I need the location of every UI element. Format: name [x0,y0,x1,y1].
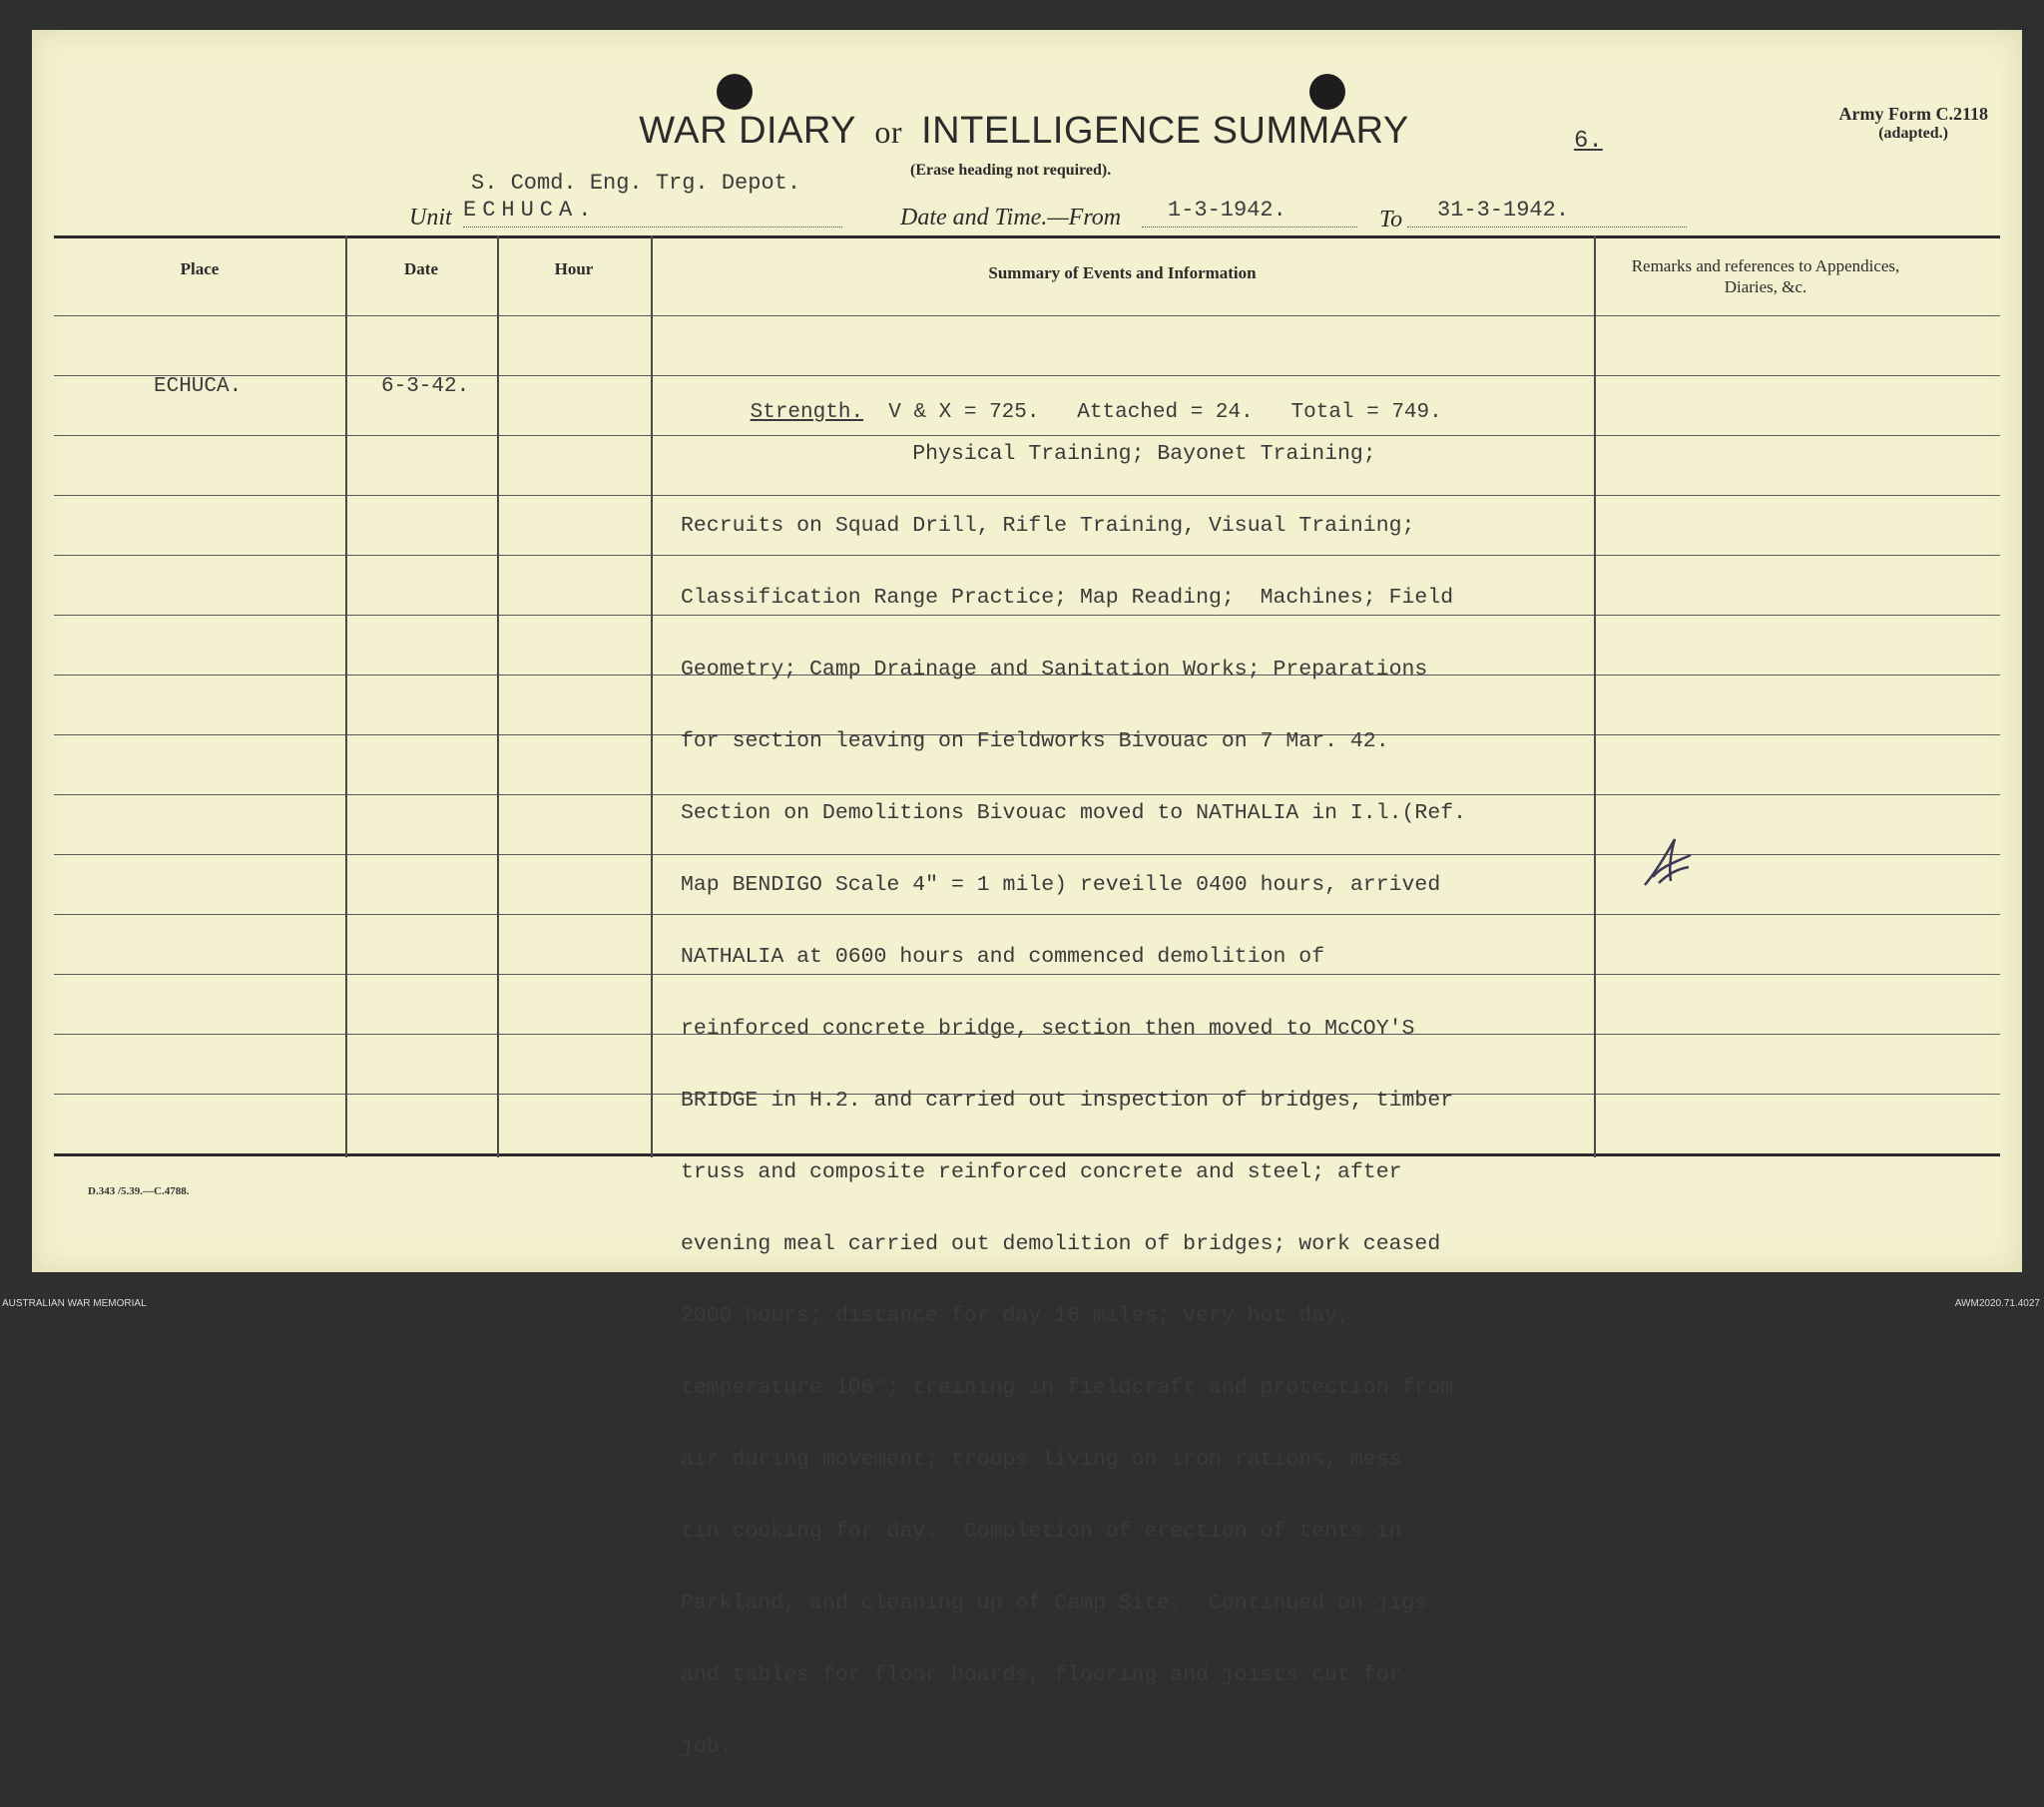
column-header-date: Date [404,259,438,278]
events-line: Geometry; Camp Drainage and Sanitation Works; Preparations [681,658,1428,681]
events-line: Parkland, and cleaning up of Camp Site. Continued on jigs [681,1591,1428,1615]
punch-hole-right [1309,74,1345,110]
form-subtitle: (Erase heading not required). [910,162,1112,179]
date-to-label: To [1379,207,1403,232]
events-line: truss and composite reinforced concrete and steel; after [681,1160,1402,1184]
events-line: Section on Demolitions Bivouac moved to NATHALIA in I.l.(Ref. [681,801,1467,825]
events-line: air during movement; troops living on iron rations, mess [681,1448,1402,1472]
column-header-remarks: Remarks and references to Appendices, Diaries, &c. [1631,256,1900,296]
title-war-diary: WAR DIARY [639,110,856,152]
events-line: tin cooking for day. Completion of erection of tents in [681,1520,1402,1544]
unit-label: Unit [409,205,452,230]
column-divider [497,235,499,1157]
column-header-place: Place [180,259,220,278]
form-title [32,110,2016,153]
events-line: job. [681,1735,733,1759]
signature-mark [1641,833,1697,893]
events-line: Classification Range Practice; Map Reading; Machines; Field [681,586,1454,610]
army-form-number: Army Form C.2118 [1838,104,1988,124]
page-number: 6. [1574,128,1603,155]
strength-figures: V & X = 725. Attached = 24. Total = 749. [863,401,1442,424]
events-line: Physical Training; Bayonet Training; [681,442,1376,466]
title-or: or [874,114,903,150]
army-form-adapted: (adapted.) [1878,125,1948,142]
entry-place: ECHUCA. [154,375,243,398]
unit-name-line2: ECHUCA. [463,198,842,227]
date-from-value: 1-3-1942. [1142,198,1357,227]
strength-label: Strength. [750,401,864,424]
events-line: Map BENDIGO Scale 4" = 1 mile) reveille 0400 hours, arrived [681,873,1441,897]
archive-caption-left: AUSTRALIAN WAR MEMORIAL [2,1298,147,1309]
entry-date: 6-3-42. [381,375,470,398]
events-line: Recruits on Squad Drill, Rifle Training, Visual Training; [681,514,1415,538]
events-line: for section leaving on Fieldworks Bivouac on 7 Mar. 42. [681,729,1389,753]
column-divider [345,235,347,1157]
date-time-label: Date and Time.—From [900,205,1122,230]
column-divider [651,235,653,1157]
archive-caption-right: AWM2020.71.4027 [1954,1298,2040,1309]
events-line: 2000 hours; distance for day 16 miles; very hot day, [681,1304,1350,1328]
events-line: NATHALIA at 0600 hours and commenced demolition of [681,945,1325,969]
date-to-value: 31-3-1942. [1407,198,1687,227]
events-line: temperature 106°; training in fieldcraft and protection from [681,1376,1454,1400]
events-line: reinforced concrete bridge, section then moved to McCOY'S [681,1017,1415,1041]
form-print-code: D.343 /5.39.—C.4788. [88,1185,190,1197]
unit-name-line1: S. Comd. Eng. Trg. Depot. [471,171,801,196]
army-form-label [1759,104,1988,143]
summary-of-events [681,394,1619,1807]
column-header-summary: Summary of Events and Information [988,263,1257,282]
punch-hole-left [717,74,753,110]
events-line: and tables for floor boards, flooring and joists cut for [681,1663,1402,1687]
events-line: BRIDGE in H.2. and carried out inspection of bridges, timber [681,1089,1454,1113]
title-intelligence-summary: INTELLIGENCE SUMMARY [921,110,1409,152]
events-line: evening meal carried out demolition of bridges; work ceased [681,1232,1441,1256]
column-header-hour: Hour [554,259,594,278]
